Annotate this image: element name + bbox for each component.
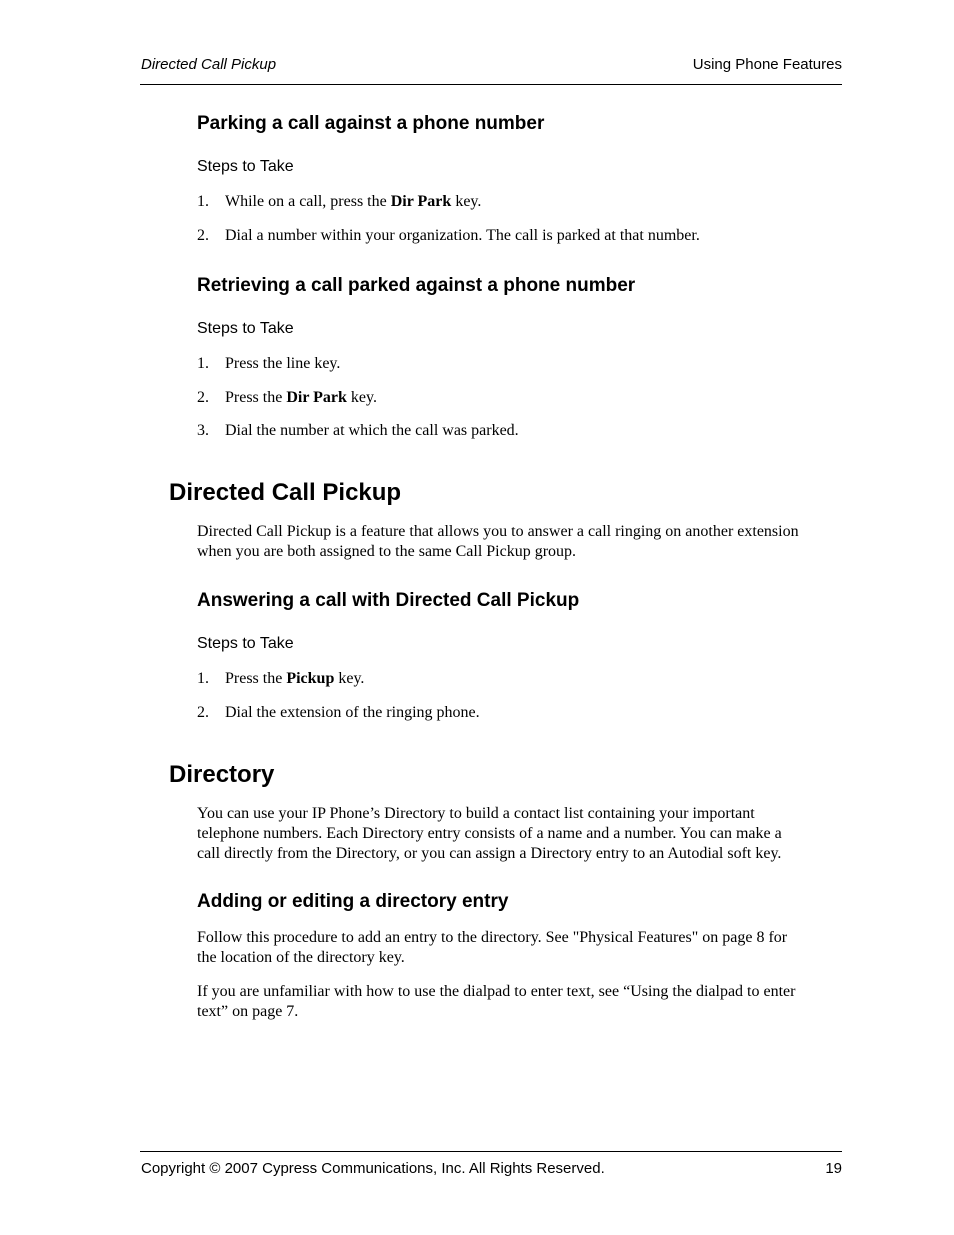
paragraph-line: If you are unfamiliar with how to use the dialpad to enter text, see “Using the dialpad to enter bbox=[197, 983, 796, 1000]
step-text: Press the bbox=[225, 670, 287, 687]
list-item bbox=[197, 227, 700, 245]
paragraph-line: call directly from the Directory, or you can assign a Directory entry to an Autodial soft key. bbox=[197, 845, 782, 862]
paragraph-line: Follow this procedure to add an entry to the directory. See "Physical Features" on page 8 for bbox=[197, 929, 788, 946]
paragraph-line: telephone numbers. Each Directory entry consists of a name and a number. You can make a bbox=[197, 825, 782, 842]
paragraph-directed bbox=[197, 522, 847, 562]
step-text: Dial the number at which the call was parked. bbox=[225, 422, 519, 439]
steps-label-retrieving: Steps to Take bbox=[197, 320, 294, 337]
heading-parking: Parking a call against a phone number bbox=[197, 113, 545, 134]
list-item bbox=[197, 193, 481, 211]
list-item bbox=[197, 355, 340, 373]
heading-directed-call-pickup: Directed Call Pickup bbox=[169, 479, 402, 506]
list-item bbox=[197, 670, 364, 688]
step-text: Dial a number within your organization. The call is parked at that number. bbox=[225, 227, 700, 244]
list-number: 3. bbox=[197, 422, 209, 439]
paragraph-line: the location of the directory key. bbox=[197, 949, 405, 966]
list-number: 1. bbox=[197, 193, 209, 210]
list-number: 2. bbox=[197, 227, 209, 244]
key-name: Dir Park bbox=[390, 193, 452, 210]
step-text: While on a call, press the bbox=[225, 193, 391, 210]
step-text: Press the line key. bbox=[225, 355, 341, 372]
list-item bbox=[197, 422, 519, 440]
heading-answering: Answering a call with Directed Call Pickup bbox=[197, 590, 580, 611]
footer-rule bbox=[140, 1151, 842, 1152]
step-text: key. bbox=[451, 193, 482, 210]
list-number: 2. bbox=[197, 704, 209, 721]
list-item bbox=[197, 389, 377, 407]
paragraph-line: You can use your IP Phone’s Directory to build a contact list containing your important bbox=[197, 805, 755, 822]
paragraph-line: text” on page 7. bbox=[197, 1003, 299, 1020]
list-number: 2. bbox=[197, 389, 209, 406]
paragraph-line: when you are both assigned to the same Call Pickup group. bbox=[197, 543, 577, 560]
key-name: Pickup bbox=[286, 670, 335, 687]
step-text: Dial the extension of the ringing phone. bbox=[225, 704, 480, 721]
page-number: 19 bbox=[825, 1160, 842, 1177]
list-number: 1. bbox=[197, 355, 209, 372]
paragraph-adding-1 bbox=[197, 928, 847, 968]
steps-label-answering: Steps to Take bbox=[197, 635, 294, 652]
step-text: Press the bbox=[225, 389, 287, 406]
running-header-left: Directed Call Pickup bbox=[141, 56, 277, 73]
heading-directory: Directory bbox=[169, 761, 275, 788]
step-text: key. bbox=[346, 389, 377, 406]
steps-label-parking: Steps to Take bbox=[197, 158, 294, 175]
paragraph-directory bbox=[197, 804, 847, 864]
key-name: Dir Park bbox=[286, 389, 347, 406]
heading-retrieving: Retrieving a call parked against a phone number bbox=[197, 275, 636, 296]
paragraph-adding-2 bbox=[197, 982, 847, 1022]
step-text: key. bbox=[334, 670, 365, 687]
heading-adding-entry: Adding or editing a directory entry bbox=[197, 891, 509, 912]
header-rule bbox=[140, 84, 842, 85]
running-header-right: Using Phone Features bbox=[692, 56, 842, 73]
list-item bbox=[197, 704, 480, 722]
paragraph-line: Directed Call Pickup is a feature that allows you to answer a call ringing on another extension bbox=[197, 523, 799, 540]
copyright-text: Copyright © 2007 Cypress Communications, Inc. All Rights Reserved. bbox=[141, 1160, 605, 1177]
list-number: 1. bbox=[197, 670, 209, 687]
